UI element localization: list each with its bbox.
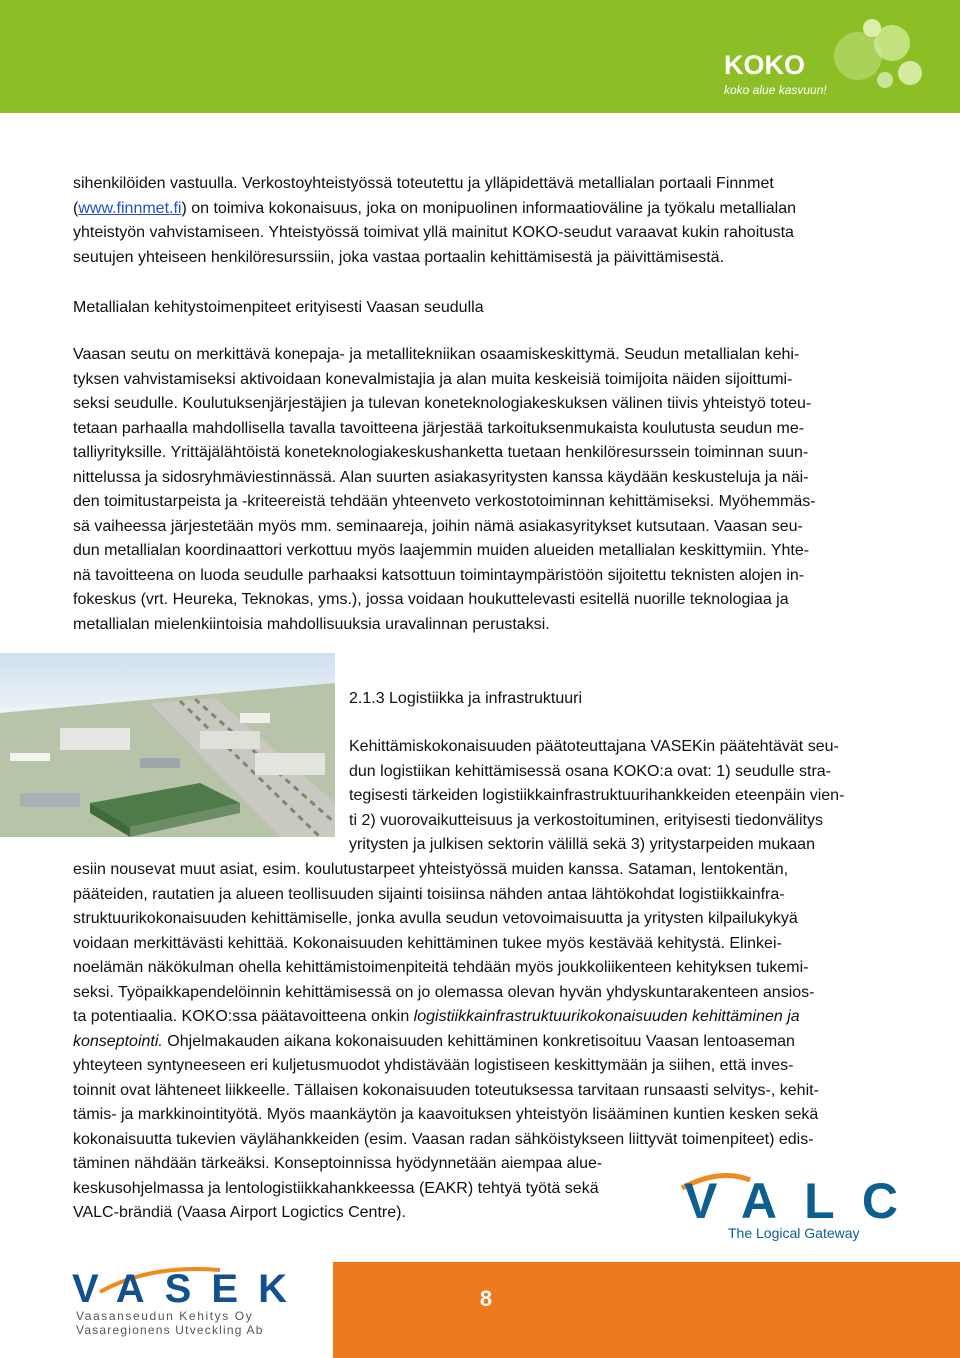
italic-emphasis: logistiikkainfrastruktuurikokonaisuuden kehittäminen ja — [413, 1008, 800, 1025]
text-line: noelämän näkökulman ohella kehittämistoimenpiteitä tehdään myös joukkoliikenteen kehityksen tukemi- — [73, 959, 809, 976]
text-line: den toimitustarpeista ja -kriteereistä tehdään yhteenveto verkostotoiminnan kehittämiseksi. Myöhemmäs- — [73, 493, 816, 510]
koko-logo — [710, 8, 925, 108]
text-line: tegisesti tärkeiden logistiikkainfrastruktuurihankkeiden eteenpäin vien- — [349, 787, 845, 804]
text-line — [73, 1030, 900, 1055]
text-line: seksi seudulle. Koulutuksenjärjestäjien ja tulevan koneteknologiakeskuksen välinen tiivis yhteistyö toteu- — [73, 395, 812, 412]
text-line: yritysten ja julkisen sektorin välillä sekä 3) yritystarpeiden mukaan — [349, 836, 815, 853]
text-line: keskusohjelmassa ja lentologistiikkahankkeessa (EAKR) tehtyä työtä sekä — [73, 1179, 599, 1197]
intro-line: yhteistyön vahvistamiseen. Yhteistyössä toimivat yllä mainitut KOKO-seudut varaavat kukin rahoitusta — [73, 224, 794, 241]
vasek-wordmark: VASEK — [72, 1267, 287, 1311]
text-line: toinnit ovat lähteneet liikkeelle. Tällaisen kokonaisuuden toteutuksessa tarvitaan runsaasti selvitys-, kehit- — [73, 1081, 819, 1099]
logo-wordmark: KOKO — [724, 50, 805, 80]
text-line: esiin nousevat muut asiat, esim. koulutustarpeet yhteistyössä muiden kanssa. Sataman, lentokentän, — [73, 861, 789, 878]
valc-logo — [680, 1166, 902, 1244]
italic-emphasis: konseptointi. — [73, 1032, 163, 1050]
valc-wordmark: VALC — [684, 1173, 898, 1229]
text-line: kokonaisuutta tukevien väylähankkeiden (esim. Vaasan radan sähköistykseen liittyvät toimenpiteet) edis- — [73, 1130, 814, 1148]
intro-paragraph — [73, 172, 900, 270]
metal-paragraph — [73, 343, 900, 637]
intro-line: sihenkilöiden vastuulla. Verkostoyhteistyössä toteutettu ja ylläpidettävä metallialan portaali Finnmet — [73, 175, 774, 192]
text-line: täminen nähdään tärkeäksi. Konseptoinnissa hyödynnetään aiempaa alue- — [73, 1155, 603, 1172]
logo-bubble — [877, 72, 893, 88]
finnmet-link[interactable]: www.finnmet.fi — [78, 199, 182, 217]
metal-section-heading: Metallialan kehitystoimenpiteet erityisesti Vaasan seudulla — [73, 299, 484, 316]
text-line: nittelussa ja sidosryhmäviestinnässä. Alan suurten asiakasyritysten kanssa käydään keskusteluja ja näi- — [73, 468, 809, 486]
text-line: Kehittämiskokonaisuuden päätoteuttajana VASEKin päätehtävät seu- — [349, 738, 839, 755]
text-line: dun metallialan koordinaattori verkottuu myös laajemmin muiden alueiden metallialan keskittymiin. Yhte- — [73, 542, 810, 559]
text-line: VALC-brändiä (Vaasa Airport Logictics Centre). — [73, 1204, 406, 1221]
text-line: yhteyteen syntyneeseen eri kuljetusmuodot yhdistävään logistiseen keskittymään ja siihen, että inves- — [73, 1057, 794, 1074]
vasek-line2: Vasaregionens Utveckling Ab — [76, 1323, 264, 1337]
text-line: ti 2) vuorovaikutteisuus ja verkostoituminen, erityisesti tiedonvälitys — [349, 811, 823, 829]
logistics-section-heading: 2.1.3 Logistiikka ja infrastruktuuri — [349, 690, 582, 707]
vasek-logo — [70, 1260, 295, 1342]
text-line — [73, 1005, 900, 1030]
text-line: Vaasan seutu on merkittävä konepaja- ja metallitekniikan osaamiskeskittymä. Seudun metallialan kehi- — [73, 346, 800, 363]
valc-tagline: The Logical Gateway — [728, 1225, 860, 1241]
logo-bubble — [898, 61, 922, 85]
paren: ( — [73, 199, 79, 217]
text-line: voidaan merkittävästi kehittää. Kokonaisuuden kehittäminen tukee myös kestävää kehitystä. Elinkei- — [73, 934, 782, 952]
text-segment: Ohjelmakauden aikana kokonaisuuden kehittäminen konkretisoituu Vaasan lentoaseman — [162, 1032, 795, 1050]
text-line: metallialan mielenkiintoisia mahdollisuuksia uravalinnan perustaksi. — [73, 615, 550, 633]
text-line: sä vaiheessa järjestetään myös mm. seminaareja, joihin nämä asiakasyritykset kutsutaan. Vaasan seu- — [73, 517, 803, 535]
text-line: tämis- ja markkinointityötä. Myös maankäytön ja kaavoituksen yhteistyön lisääminen kuntien kesken sekä — [73, 1106, 819, 1123]
intro-line: seutujen yhteiseen henkilöresurssiin, joka vastaa portaalin kehittämisestä ja päivittämisestä. — [73, 248, 725, 266]
text-line: seksi. Työpaikkapendelöinnin kehittämisessä on jo olemassa olevan hyvän yhdyskuntarakenteen ansios- — [73, 983, 815, 1001]
text-line: nä tavoitteena on luoda seudulle parhaaksi katsottuun toimintaympäristöön sijoitettu teknisten alojen in- — [73, 566, 805, 584]
logo-tagline: koko alue kasvuun! — [724, 83, 827, 97]
text-line: talliyrityksille. Yrittäjälähtöistä koneteknologiakeskushanketta tuetaan henkilöresurssein toiminnan suun- — [73, 444, 809, 461]
text-segment: ta potentiaalia. KOKO:ssa päätavoitteena onkin — [73, 1008, 414, 1025]
vasek-line1: Vaasanseudun Kehitys Oy — [76, 1309, 254, 1323]
text-line: tyksen vahvistamiseksi aktivoidaan konevalmistajia ja alan muita keskeisiä toimijoita näiden sijoittumi- — [73, 370, 793, 388]
text-line: fokeskus (vrt. Heureka, Teknokas, yms.), jossa voidaan houkuttelevasti esitellä nuorille teknologiaa ja — [73, 591, 789, 608]
footer-bar — [333, 1262, 960, 1358]
text-line: pääteiden, rautatien ja alueen teollisuuden sijainti toisiinsa nähden antaa lähtökohdat logistiikkainfra- — [73, 885, 785, 903]
logistics-center-rendering — [0, 653, 335, 837]
page-number: 8 — [479, 1286, 493, 1311]
text-line: struktuurikokonaisuuden kehittämiselle, jonka avulla seudun vetovoimaisuutta ja yritysten kilpailukykyä — [73, 910, 798, 927]
logo-bubble — [863, 19, 881, 37]
logistics-intro-paragraph — [349, 735, 900, 858]
text-line: dun logistiikan kehittämisessä osana KOKO:a ovat: 1) seudulle stra- — [349, 762, 832, 780]
intro-line-rest: ) on toimiva kokonaisuus, joka on monipuolinen informaatioväline ja työkalu metallialan — [181, 199, 797, 217]
intro-line — [73, 197, 900, 222]
text-line: tetaan parhaalla mahdollisella tavalla tavoitteena järjestää tarkoituksenmukaista koulutusta seudun me- — [73, 419, 805, 437]
